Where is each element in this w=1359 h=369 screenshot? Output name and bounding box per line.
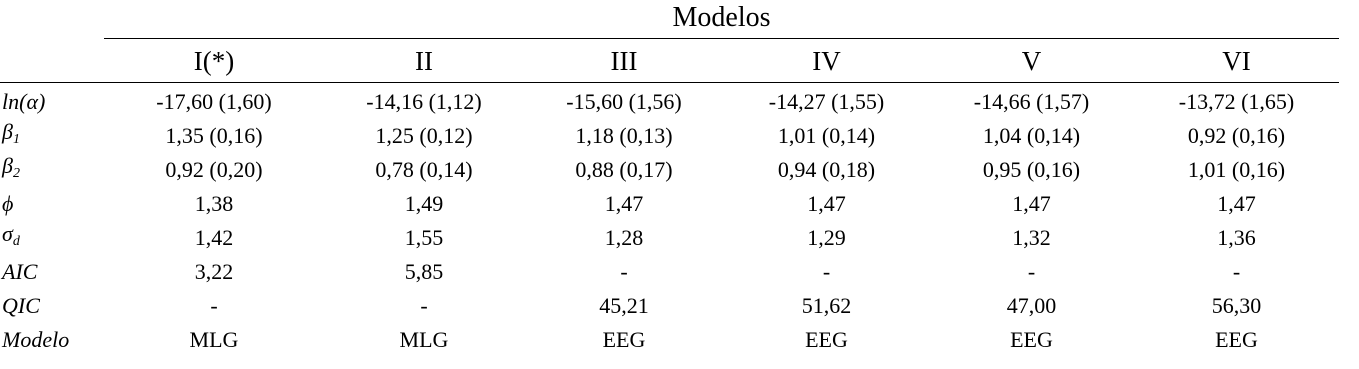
table-cell: - — [1232, 259, 1241, 284]
table-cell: EEG — [602, 327, 646, 352]
table-cell: 1,29 — [807, 225, 846, 250]
header-rule — [104, 38, 1339, 39]
table-cell: 0,92 (0,16) — [1187, 123, 1286, 148]
table-cell: 1,28 — [604, 225, 644, 250]
row-label-phi: ϕ — [2, 191, 14, 216]
column-header-v: V — [1021, 46, 1042, 76]
table-row — [0, 324, 1339, 356]
table-cell: 1,49 — [404, 191, 444, 216]
table-row — [0, 188, 1339, 220]
table-cell: -14,16 (1,12) — [366, 89, 482, 114]
table-cell: -13,72 (1,65) — [1178, 89, 1295, 114]
table-row — [0, 154, 1339, 186]
table-cell: 1,42 — [194, 225, 234, 250]
table-cell: MLG — [399, 327, 449, 352]
table-cell: 1,55 — [404, 225, 444, 250]
table-cell: 1,47 — [1012, 191, 1051, 216]
table-cell: 1,47 — [604, 191, 644, 216]
table-cell: 1,35 (0,16) — [165, 123, 263, 148]
table-cell: -15,60 (1,56) — [566, 89, 682, 114]
table-cell: 3,22 — [194, 259, 234, 284]
table-row — [0, 222, 1339, 254]
group-header-modelos: Modelos — [672, 2, 771, 33]
table-cell: 45,21 — [599, 293, 649, 318]
table-cell: 1,18 (0,13) — [575, 123, 673, 148]
table-cell: 51,62 — [801, 293, 852, 318]
table-cell: MLG — [189, 327, 239, 352]
table-cell: EEG — [1215, 327, 1258, 352]
table-cell: -14,66 (1,57) — [973, 89, 1090, 114]
table-row — [0, 120, 1339, 152]
table-cell: EEG — [805, 327, 848, 352]
table-row — [0, 290, 1339, 322]
row-label-beta2: $\beta_2$ — [2, 153, 20, 181]
table-cell: 0,92 (0,20) — [165, 157, 263, 182]
table-cell: 0,95 (0,16) — [982, 157, 1081, 182]
table-cell: 1,01 (0,14) — [777, 123, 876, 148]
table-cell: - — [620, 259, 628, 284]
column-header-vi: VI — [1222, 46, 1251, 76]
table-cell: - — [420, 293, 428, 318]
table-cell: -14,27 (1,55) — [768, 89, 885, 114]
column-header-ii: II — [415, 46, 433, 76]
row-label-qic: QIC — [2, 293, 40, 318]
table-cell: 0,94 (0,18) — [777, 157, 876, 182]
table-cell: 56,30 — [1211, 293, 1262, 318]
row-label-modelo: Modelo — [2, 327, 70, 352]
column-header-rule — [0, 82, 1339, 83]
table-cell: 1,01 (0,16) — [1187, 157, 1286, 182]
row-label-aic: AIC — [2, 259, 38, 284]
table-cell: 0,78 (0,14) — [375, 157, 473, 182]
table-cell: 1,36 — [1217, 225, 1256, 250]
table-cell: - — [1027, 259, 1036, 284]
table-cell: 47,00 — [1006, 293, 1057, 318]
table-row — [0, 256, 1339, 288]
row-label-beta1: $\beta_1$ — [2, 119, 20, 147]
table-cell: 1,32 — [1012, 225, 1051, 250]
table-cell: 1,47 — [1217, 191, 1256, 216]
column-header-iv: IV — [812, 46, 841, 76]
column-header-i: I(*) — [193, 46, 235, 76]
row-label-sigma-d: $\sigma_d$ — [2, 221, 20, 249]
table-cell: 5,85 — [404, 259, 444, 284]
table-row — [0, 86, 1339, 118]
table-cell: 0,88 (0,17) — [575, 157, 673, 182]
table-cell: - — [210, 293, 218, 318]
table-cell: 1,04 (0,14) — [982, 123, 1081, 148]
table-cell: 1,38 — [194, 191, 234, 216]
table-cell: -17,60 (1,60) — [156, 89, 272, 114]
table-cell: 1,47 — [807, 191, 846, 216]
table-cell: - — [822, 259, 831, 284]
row-label-ln-alpha: ln(α) — [2, 89, 46, 114]
column-header-iii: III — [610, 46, 638, 76]
column-header-row — [0, 44, 1339, 78]
table-cell: EEG — [1010, 327, 1053, 352]
table-cell: 1,25 (0,12) — [375, 123, 473, 148]
